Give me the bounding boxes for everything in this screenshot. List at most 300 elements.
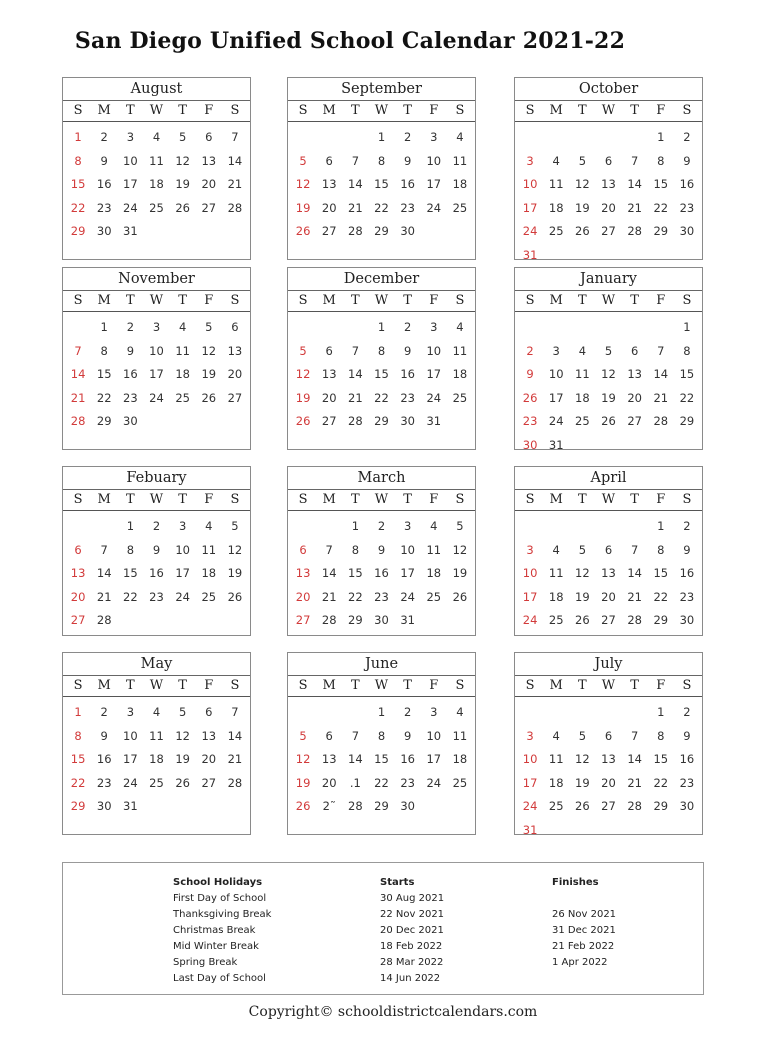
day-cell: 28 <box>227 200 243 215</box>
day-cell: 30 <box>679 799 695 813</box>
empty-cell <box>65 515 91 539</box>
day-cell: 1 <box>377 320 386 334</box>
weekday-label: T <box>126 293 135 308</box>
day-cell: 17 <box>123 752 138 766</box>
holiday-start: 18 Feb 2022 <box>380 941 443 952</box>
day-cell: 6 <box>299 542 307 557</box>
day-cell: 6 <box>604 728 613 743</box>
day-cell: 26 <box>201 390 217 405</box>
day-cell: 1 <box>657 519 665 533</box>
day-cell: 25 <box>149 775 164 790</box>
day-cell: 3 <box>526 542 534 557</box>
day-cell: 31 <box>123 799 138 813</box>
day-grid <box>515 511 702 633</box>
day-cell: 29 <box>653 224 669 238</box>
day-cell: 28 <box>627 799 642 813</box>
copyright-footer: Copyright© schooldistrictcalendars.com <box>248 1004 538 1020</box>
weekday-label: T <box>403 678 412 693</box>
holiday-finish <box>552 891 616 907</box>
day-cell: 23 <box>679 775 695 790</box>
day-cell: 8 <box>377 728 386 743</box>
day-cell: 9 <box>152 542 161 557</box>
weekday-header <box>515 676 702 697</box>
weekday-label: T <box>403 293 412 308</box>
day-cell: 30 <box>400 799 415 813</box>
day-cell: 7 <box>231 705 239 719</box>
day-cell: 23 <box>400 775 415 790</box>
day-cell: 25 <box>575 414 590 428</box>
day-cell: 25 <box>548 799 564 813</box>
day-cell: 13 <box>201 153 217 168</box>
empty-cell <box>316 126 342 150</box>
holiday-finish: 1 Apr 2022 <box>552 957 608 968</box>
weekday-header <box>63 291 250 312</box>
day-cell: 2˜ <box>322 799 336 813</box>
day-cell: 27 <box>627 414 642 428</box>
weekday-header <box>63 101 250 122</box>
weekday-label: T <box>578 492 587 507</box>
day-cell: 5 <box>299 343 307 358</box>
day-cell: 17 <box>522 589 538 604</box>
day-cell: 29 <box>679 414 695 428</box>
month-december <box>287 267 476 450</box>
day-cell: 8 <box>657 728 665 743</box>
day-cell: 22 <box>96 390 112 405</box>
weekday-header <box>288 101 475 122</box>
day-cell: 3 <box>178 519 187 533</box>
month-name: January <box>515 268 702 291</box>
weekday-label: M <box>549 103 563 118</box>
month-name: August <box>63 78 250 101</box>
day-cell: 1 <box>657 130 665 144</box>
day-cell: 31 <box>400 613 415 627</box>
day-cell: 6 <box>630 343 639 358</box>
empty-cell <box>316 701 342 725</box>
weekday-label: F <box>204 293 214 308</box>
day-cell: 23 <box>400 390 415 405</box>
holiday-start: 22 Nov 2021 <box>380 909 445 920</box>
day-grid <box>515 697 702 842</box>
weekday-label: S <box>525 678 535 693</box>
empty-cell <box>622 701 648 725</box>
day-cell: 14 <box>348 177 363 191</box>
weekday-label: S <box>298 103 308 118</box>
weekday-header <box>63 676 250 697</box>
day-cell: 20 <box>201 752 217 766</box>
day-cell: 6 <box>205 130 213 144</box>
weekday-label: W <box>374 293 389 308</box>
day-cell: 15 <box>653 566 669 580</box>
day-cell: 8 <box>74 153 82 168</box>
day-cell: 28 <box>348 799 363 813</box>
empty-cell <box>569 515 595 539</box>
weekday-label: M <box>97 492 111 507</box>
day-cell: 20 <box>201 177 217 191</box>
day-cell: 15 <box>348 566 363 580</box>
holiday-name: Mid Winter Break <box>173 941 259 952</box>
day-cell: 30 <box>679 613 695 627</box>
weekday-label: S <box>73 293 83 308</box>
day-cell: 11 <box>175 343 190 358</box>
day-cell: 16 <box>400 752 415 766</box>
weekday-label: F <box>429 103 439 118</box>
day-cell: 28 <box>70 414 86 428</box>
day-cell: 5 <box>178 130 187 144</box>
day-cell: 6 <box>205 705 213 719</box>
weekday-label: T <box>178 492 187 507</box>
day-cell: 17 <box>426 177 442 191</box>
holiday-start: 20 Dec 2021 <box>380 925 444 936</box>
day-cell: 18 <box>452 177 468 191</box>
day-cell: 8 <box>100 343 108 358</box>
weekday-label: S <box>73 492 83 507</box>
day-cell: 21 <box>627 589 642 604</box>
day-cell: 9 <box>403 153 412 168</box>
day-cell: 29 <box>374 224 389 238</box>
day-cell: 22 <box>70 200 86 215</box>
day-cell: 19 <box>452 566 468 580</box>
day-cell: 13 <box>321 177 337 191</box>
day-cell: 13 <box>601 566 616 580</box>
day-cell: 26 <box>175 200 190 215</box>
day-cell: 19 <box>575 775 590 790</box>
day-cell: 31 <box>426 414 442 428</box>
day-cell: 17 <box>426 752 442 766</box>
day-cell: 8 <box>657 542 665 557</box>
day-cell: 20 <box>601 589 616 604</box>
weekday-label: W <box>601 103 616 118</box>
day-cell: 1 <box>377 130 386 144</box>
day-grid <box>515 122 702 267</box>
weekday-label: M <box>549 293 563 308</box>
weekday-label: S <box>455 293 465 308</box>
day-cell: 9 <box>100 153 108 168</box>
day-cell: 6 <box>231 320 239 334</box>
day-grid <box>288 697 475 819</box>
day-cell: 8 <box>377 343 386 358</box>
day-cell: 16 <box>679 752 695 766</box>
day-cell: 9 <box>683 728 691 743</box>
weekday-label: M <box>322 492 336 507</box>
day-grid <box>515 312 702 457</box>
day-cell: 10 <box>522 177 538 191</box>
day-grid <box>63 312 250 434</box>
empty-cell <box>622 515 648 539</box>
weekday-label: S <box>230 103 240 118</box>
day-cell: 3 <box>152 320 161 334</box>
day-cell: 16 <box>96 752 112 766</box>
day-cell: 14 <box>627 177 642 191</box>
day-cell: 24 <box>426 775 442 790</box>
weekday-label: M <box>97 103 111 118</box>
weekday-label: T <box>630 293 639 308</box>
day-cell: 5 <box>231 519 239 533</box>
empty-cell <box>290 701 316 725</box>
day-cell: 15 <box>374 177 389 191</box>
day-cell: 4 <box>430 519 438 533</box>
day-cell: 14 <box>321 566 337 580</box>
weekday-label: T <box>403 492 412 507</box>
empty-cell <box>517 316 543 340</box>
day-cell: 19 <box>227 566 243 580</box>
weekday-header <box>288 490 475 511</box>
day-cell: 25 <box>548 613 564 627</box>
day-cell: 8 <box>74 728 82 743</box>
day-cell: 25 <box>175 390 190 405</box>
day-cell: 25 <box>548 224 564 238</box>
empty-cell <box>65 316 91 340</box>
day-cell: 21 <box>348 200 363 215</box>
empty-cell <box>342 126 368 150</box>
day-cell: 31 <box>522 822 538 837</box>
day-cell: 25 <box>452 775 468 790</box>
day-cell: 27 <box>601 799 616 813</box>
day-cell: 6 <box>325 153 333 168</box>
day-cell: 18 <box>452 752 468 766</box>
day-cell: 23 <box>400 200 415 215</box>
holiday-finish: 31 Dec 2021 <box>552 925 616 936</box>
weekday-header <box>515 490 702 511</box>
day-cell: 22 <box>653 200 669 215</box>
day-cell: 9 <box>100 728 108 743</box>
day-cell: 7 <box>630 728 639 743</box>
holiday-name: Thanksgiving Break <box>173 909 272 920</box>
day-cell: 22 <box>348 589 363 604</box>
day-cell: 25 <box>149 200 164 215</box>
day-cell: 16 <box>400 367 415 381</box>
day-cell: 21 <box>348 390 363 405</box>
day-cell: 9 <box>683 542 691 557</box>
day-cell: 3 <box>430 130 438 144</box>
weekday-label: W <box>149 678 164 693</box>
day-cell: 28 <box>627 613 642 627</box>
day-cell: 18 <box>426 566 442 580</box>
day-cell: 22 <box>679 390 695 405</box>
day-cell: 21 <box>627 200 642 215</box>
day-cell: 20 <box>601 200 616 215</box>
weekday-label: S <box>73 103 83 118</box>
day-cell: 10 <box>123 728 138 743</box>
day-cell: 24 <box>522 224 538 238</box>
day-cell: 1 <box>126 519 135 533</box>
empty-cell <box>569 316 595 340</box>
day-cell: 27 <box>295 613 311 627</box>
day-cell: 10 <box>426 728 442 743</box>
weekday-label: S <box>455 492 465 507</box>
day-cell: 14 <box>96 566 112 580</box>
day-cell: 5 <box>578 728 587 743</box>
day-cell: 31 <box>548 437 564 452</box>
holiday-finish <box>552 971 616 987</box>
month-name: May <box>63 653 250 676</box>
day-cell: 9 <box>403 343 412 358</box>
day-cell: 20 <box>227 367 243 381</box>
day-cell: 13 <box>601 177 616 191</box>
empty-cell <box>569 701 595 725</box>
day-cell: 23 <box>123 390 138 405</box>
day-cell: 15 <box>653 752 669 766</box>
weekday-label: S <box>525 293 535 308</box>
weekday-label: S <box>682 492 692 507</box>
day-cell: 16 <box>149 566 164 580</box>
day-cell: 16 <box>400 177 415 191</box>
weekday-label: W <box>374 678 389 693</box>
day-cell: 19 <box>295 390 311 405</box>
day-cell: 18 <box>548 589 564 604</box>
day-cell: 4 <box>578 343 587 358</box>
header-finishes: Finishes <box>552 877 599 888</box>
day-cell: 17 <box>123 177 138 191</box>
day-cell: 10 <box>149 343 164 358</box>
day-cell: 14 <box>653 367 669 381</box>
day-grid <box>63 122 250 244</box>
day-cell: 6 <box>604 153 613 168</box>
day-cell: 23 <box>679 200 695 215</box>
day-cell: 3 <box>403 519 412 533</box>
weekday-header <box>515 101 702 122</box>
day-cell: 29 <box>653 613 669 627</box>
day-cell: 29 <box>653 799 669 813</box>
day-cell: 24 <box>426 390 442 405</box>
day-cell: 9 <box>683 153 691 168</box>
month-september <box>287 77 476 260</box>
weekday-label: T <box>351 103 360 118</box>
day-cell: 20 <box>70 589 86 604</box>
day-cell: 16 <box>123 367 138 381</box>
weekday-label: S <box>682 678 692 693</box>
day-cell: 2 <box>152 519 161 533</box>
day-cell: 4 <box>456 320 464 334</box>
month-name: October <box>515 78 702 101</box>
day-cell: 18 <box>175 367 190 381</box>
weekday-label: F <box>204 678 214 693</box>
day-cell: 13 <box>227 343 243 358</box>
empty-cell <box>543 126 569 150</box>
day-cell: 21 <box>96 589 112 604</box>
day-cell: 24 <box>548 414 564 428</box>
day-cell: 26 <box>295 224 311 238</box>
day-cell: 19 <box>295 200 311 215</box>
day-cell: 26 <box>601 414 616 428</box>
day-cell: 29 <box>70 224 86 238</box>
day-cell: 3 <box>526 153 534 168</box>
day-grid <box>288 511 475 633</box>
holiday-start: 30 Aug 2021 <box>380 893 445 904</box>
day-cell: 26 <box>295 799 311 813</box>
day-cell: 15 <box>374 752 389 766</box>
weekday-label: S <box>298 492 308 507</box>
weekday-label: W <box>374 103 389 118</box>
day-cell: 3 <box>126 130 135 144</box>
day-cell: 22 <box>653 589 669 604</box>
day-cell: 11 <box>426 542 442 557</box>
weekday-label: T <box>630 103 639 118</box>
weekday-label: W <box>601 293 616 308</box>
month-june <box>287 652 476 835</box>
day-cell: 5 <box>299 728 307 743</box>
empty-cell <box>595 316 621 340</box>
weekday-label: T <box>178 293 187 308</box>
day-cell: 26 <box>295 414 311 428</box>
day-cell: 1 <box>683 320 691 334</box>
day-cell: 17 <box>522 775 538 790</box>
day-cell: 24 <box>522 799 538 813</box>
month-name: June <box>288 653 475 676</box>
day-cell: 1 <box>100 320 108 334</box>
weekday-label: S <box>682 103 692 118</box>
day-grid <box>288 122 475 244</box>
day-cell: 11 <box>575 367 590 381</box>
day-cell: 11 <box>548 177 564 191</box>
day-cell: 10 <box>548 367 564 381</box>
day-cell: 19 <box>575 589 590 604</box>
day-cell: 11 <box>201 542 217 557</box>
weekday-label: T <box>351 492 360 507</box>
day-cell: 4 <box>552 153 560 168</box>
holiday-name: Last Day of School <box>173 973 266 984</box>
weekday-label: M <box>549 492 563 507</box>
day-cell: 5 <box>578 153 587 168</box>
day-cell: 21 <box>321 589 337 604</box>
day-cell: 12 <box>295 177 311 191</box>
day-cell: 7 <box>231 130 239 144</box>
day-cell: 1 <box>74 130 82 144</box>
empty-cell <box>543 515 569 539</box>
holiday-start: 14 Jun 2022 <box>380 973 441 984</box>
day-cell: 2 <box>526 343 534 358</box>
day-cell: 30 <box>679 224 695 238</box>
day-cell: 11 <box>149 728 164 743</box>
day-cell: 5 <box>456 519 464 533</box>
weekday-label: F <box>656 678 666 693</box>
day-cell: 14 <box>227 153 243 168</box>
holiday-starts-column <box>380 875 444 987</box>
weekday-label: M <box>97 678 111 693</box>
holiday-name-column <box>173 875 271 987</box>
day-cell: 1 <box>377 705 386 719</box>
day-cell: 13 <box>321 752 337 766</box>
empty-cell <box>342 701 368 725</box>
month-name: July <box>515 653 702 676</box>
day-cell: 17 <box>175 566 190 580</box>
day-cell: 15 <box>653 177 669 191</box>
day-cell: 2 <box>100 130 108 144</box>
month-july <box>514 652 703 835</box>
weekday-label: S <box>230 293 240 308</box>
day-cell: .1 <box>349 775 361 790</box>
month-name: Febuary <box>63 467 250 490</box>
day-cell: 18 <box>548 200 564 215</box>
day-cell: 3 <box>526 728 534 743</box>
day-cell: 24 <box>123 200 138 215</box>
day-cell: 2 <box>403 320 412 334</box>
month-febuary <box>62 466 251 636</box>
weekday-label: F <box>204 492 214 507</box>
day-cell: 26 <box>452 589 468 604</box>
weekday-label: S <box>525 492 535 507</box>
day-cell: 22 <box>70 775 86 790</box>
day-cell: 3 <box>430 705 438 719</box>
weekday-label: S <box>455 678 465 693</box>
holiday-name: Spring Break <box>173 957 238 968</box>
day-cell: 22 <box>374 775 389 790</box>
month-january <box>514 267 703 450</box>
weekday-label: S <box>455 103 465 118</box>
day-cell: 30 <box>96 224 112 238</box>
day-cell: 19 <box>575 200 590 215</box>
empty-cell <box>316 515 342 539</box>
empty-cell <box>622 316 648 340</box>
